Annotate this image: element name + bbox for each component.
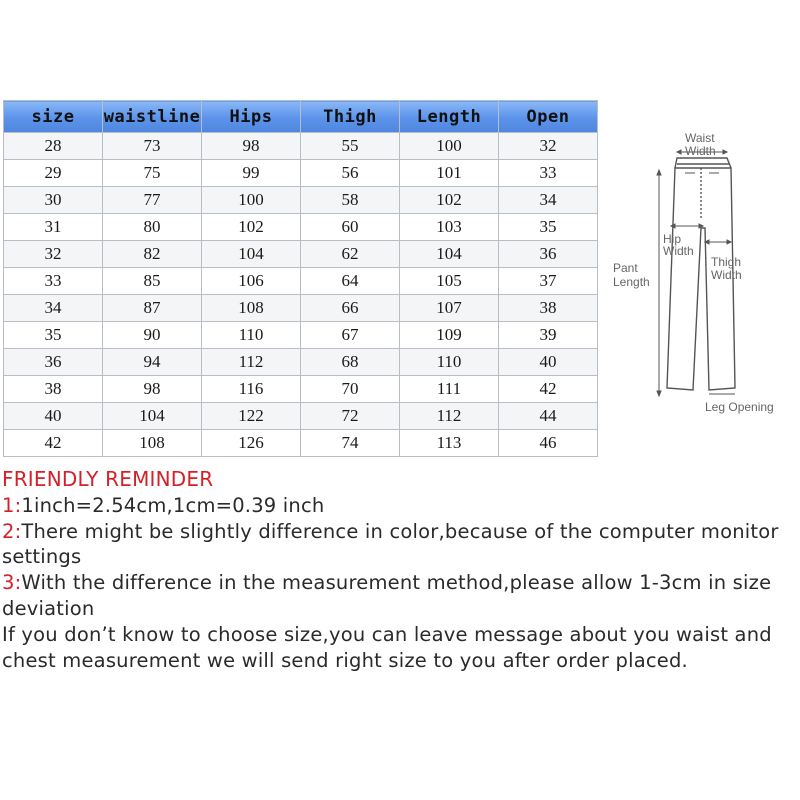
table-row <box>4 214 598 241</box>
hip-width-label-line2: Width <box>663 244 694 258</box>
table-cell: 34 <box>4 295 103 322</box>
table-cell: 32 <box>499 133 598 160</box>
table-cell: 40 <box>499 349 598 376</box>
table-cell: 90 <box>103 322 202 349</box>
table-cell: 29 <box>4 160 103 187</box>
column-header-hips: Hips <box>202 101 301 133</box>
table-cell: 39 <box>499 322 598 349</box>
table-cell: 60 <box>301 214 400 241</box>
table-cell: 62 <box>301 241 400 268</box>
table-cell: 70 <box>301 376 400 403</box>
table-cell: 112 <box>400 403 499 430</box>
table-cell: 109 <box>400 322 499 349</box>
table-cell: 107 <box>400 295 499 322</box>
table-cell: 58 <box>301 187 400 214</box>
table-cell: 75 <box>103 160 202 187</box>
table-row <box>4 403 598 430</box>
table-row <box>4 430 598 457</box>
waist-width-label-line1: Waist <box>685 131 715 145</box>
table-cell: 36 <box>4 349 103 376</box>
table-cell: 55 <box>301 133 400 160</box>
table-cell: 102 <box>202 214 301 241</box>
table-cell: 74 <box>301 430 400 457</box>
column-header-open: Open <box>499 101 598 133</box>
waist-width-label-line2: Width <box>685 144 716 158</box>
table-cell: 66 <box>301 295 400 322</box>
table-cell: 106 <box>202 268 301 295</box>
thigh-width-label-line1: Thigh <box>711 255 742 269</box>
table-row <box>4 376 598 403</box>
table-row <box>4 295 598 322</box>
pant-length-label-line1: Pant <box>613 261 638 275</box>
table-cell: 112 <box>202 349 301 376</box>
table-cell: 94 <box>103 349 202 376</box>
table-cell: 85 <box>103 268 202 295</box>
table-row <box>4 349 598 376</box>
table-cell: 100 <box>400 133 499 160</box>
table-cell: 34 <box>499 187 598 214</box>
reminder-number: 3: <box>2 571 22 595</box>
table-cell: 98 <box>103 376 202 403</box>
size-chart-table <box>3 100 598 457</box>
table-cell: 38 <box>4 376 103 403</box>
header-row <box>4 101 598 133</box>
table-cell: 46 <box>499 430 598 457</box>
table-cell: 33 <box>499 160 598 187</box>
pant-length-label-line2: Length <box>613 275 650 289</box>
table-cell: 108 <box>103 430 202 457</box>
reminder-item-3 <box>2 570 792 622</box>
table-header <box>4 101 598 133</box>
table-cell: 64 <box>301 268 400 295</box>
table-row <box>4 133 598 160</box>
table-cell: 30 <box>4 187 103 214</box>
column-header-thigh: Thigh <box>301 101 400 133</box>
table-cell: 110 <box>202 322 301 349</box>
table-cell: 72 <box>301 403 400 430</box>
table-cell: 35 <box>499 214 598 241</box>
table-cell: 33 <box>4 268 103 295</box>
table-cell: 80 <box>103 214 202 241</box>
table-cell: 105 <box>400 268 499 295</box>
table-body <box>4 133 598 457</box>
table-cell: 103 <box>400 214 499 241</box>
table-cell: 32 <box>4 241 103 268</box>
table-cell: 87 <box>103 295 202 322</box>
table-cell: 42 <box>499 376 598 403</box>
reminder-number: 2: <box>2 519 22 543</box>
table-cell: 102 <box>400 187 499 214</box>
table-cell: 31 <box>4 214 103 241</box>
friendly-reminder-notes <box>2 467 792 673</box>
table-row <box>4 160 598 187</box>
column-header-size: size <box>4 101 103 133</box>
table-cell: 122 <box>202 403 301 430</box>
table-cell: 36 <box>499 241 598 268</box>
reminder-footer: If you don’t know to choose size,you can leave message about you waist and chest measurement we will send right size to you after order placed. <box>2 622 772 672</box>
reminder-item-2 <box>2 519 792 571</box>
table-row <box>4 187 598 214</box>
table-cell: 44 <box>499 403 598 430</box>
table-cell: 100 <box>202 187 301 214</box>
table-cell: 68 <box>301 349 400 376</box>
table-cell: 101 <box>400 160 499 187</box>
table-cell: 99 <box>202 160 301 187</box>
reminder-text: There might be slightly difference in color,because of the computer monitor settings <box>2 519 779 569</box>
table-cell: 42 <box>4 430 103 457</box>
table-cell: 56 <box>301 160 400 187</box>
table-cell: 111 <box>400 376 499 403</box>
table-cell: 67 <box>301 322 400 349</box>
table-cell: 37 <box>499 268 598 295</box>
table-cell: 73 <box>103 133 202 160</box>
table-cell: 28 <box>4 133 103 160</box>
table-cell: 38 <box>499 295 598 322</box>
table-cell: 77 <box>103 187 202 214</box>
table-cell: 110 <box>400 349 499 376</box>
reminder-item-1 <box>2 493 792 519</box>
thigh-width-label-line2: Width <box>711 268 742 282</box>
table-cell: 40 <box>4 403 103 430</box>
table-cell: 113 <box>400 430 499 457</box>
reminder-number: 1: <box>2 493 22 517</box>
pants-measurement-diagram <box>605 128 795 428</box>
table-cell: 104 <box>202 241 301 268</box>
table-cell: 98 <box>202 133 301 160</box>
column-header-waistline: waistline <box>103 101 202 133</box>
table-cell: 35 <box>4 322 103 349</box>
leg-opening-label: Leg Opening <box>705 400 774 414</box>
reminder-text: With the difference in the measurement method,please allow 1-3cm in size deviation <box>2 571 772 620</box>
table-cell: 82 <box>103 241 202 268</box>
table-cell: 104 <box>103 403 202 430</box>
reminder-text: 1inch=2.54cm,1cm=0.39 inch <box>21 493 325 517</box>
table-cell: 126 <box>202 430 301 457</box>
reminder-title: FRIENDLY REMINDER <box>2 467 214 491</box>
table-row <box>4 322 598 349</box>
table-cell: 116 <box>202 376 301 403</box>
table-row <box>4 241 598 268</box>
hip-width-label-line1: Hip <box>663 232 682 246</box>
column-header-length: Length <box>400 101 499 133</box>
table-cell: 104 <box>400 241 499 268</box>
table-row <box>4 268 598 295</box>
table-cell: 108 <box>202 295 301 322</box>
